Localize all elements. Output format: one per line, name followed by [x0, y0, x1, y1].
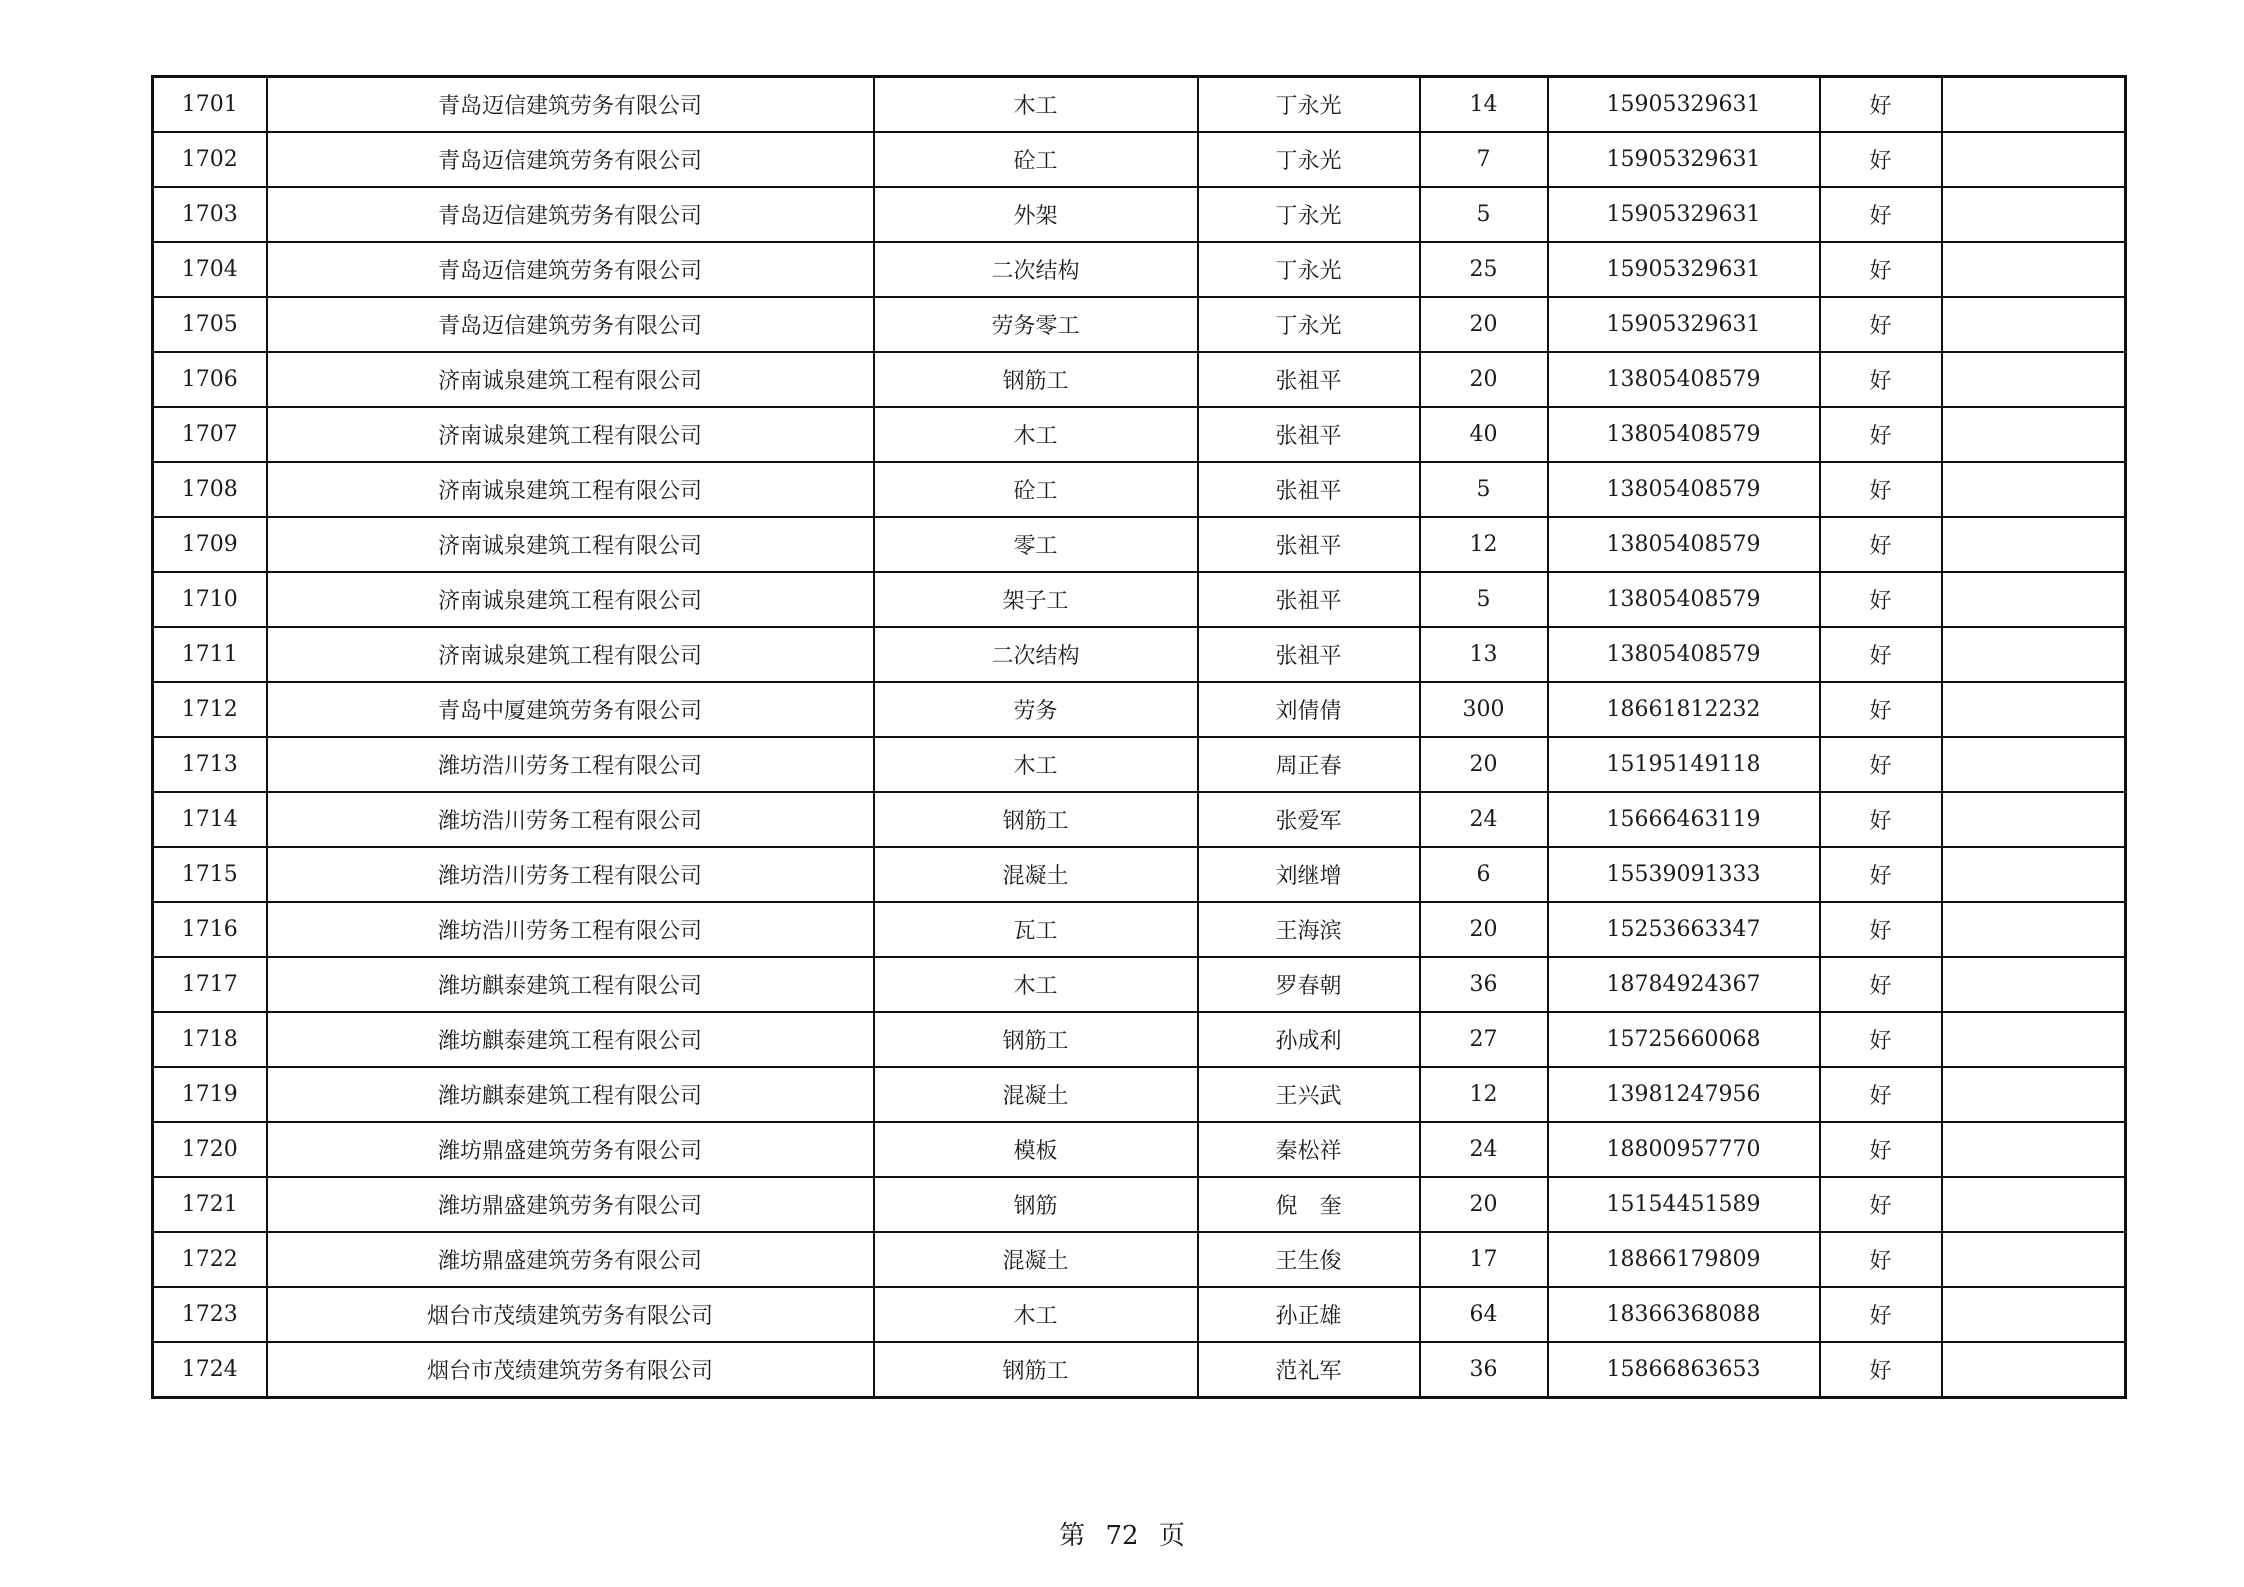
table-row [153, 132, 2126, 187]
worker-count-cell: 24 [1420, 1122, 1548, 1177]
row-number-cell: 1714 [153, 792, 267, 847]
remark-cell [1942, 297, 2126, 352]
row-number-cell: 1724 [153, 1342, 267, 1398]
table-row [153, 187, 2126, 242]
rating-cell: 好 [1820, 517, 1942, 572]
contact-person-cell: 张祖平 [1198, 462, 1420, 517]
remark-cell [1942, 1012, 2126, 1067]
trade-type-cell: 外架 [874, 187, 1198, 242]
contact-person-cell: 张祖平 [1198, 572, 1420, 627]
contractor-table [151, 75, 2127, 1399]
contact-person-cell: 张爱军 [1198, 792, 1420, 847]
contact-person-cell: 刘倩倩 [1198, 682, 1420, 737]
row-number-cell: 1706 [153, 352, 267, 407]
worker-count-cell: 17 [1420, 1232, 1548, 1287]
rating-cell: 好 [1820, 1232, 1942, 1287]
page-number [0, 1515, 2244, 1552]
worker-count-cell: 6 [1420, 847, 1548, 902]
worker-count-cell: 5 [1420, 187, 1548, 242]
remark-cell [1942, 792, 2126, 847]
row-number-cell: 1712 [153, 682, 267, 737]
table-row [153, 847, 2126, 902]
worker-count-cell: 20 [1420, 737, 1548, 792]
trade-type-cell: 木工 [874, 407, 1198, 462]
trade-type-cell: 劳务 [874, 682, 1198, 737]
rating-cell: 好 [1820, 737, 1942, 792]
row-number-cell: 1718 [153, 1012, 267, 1067]
phone-number-cell: 13805408579 [1548, 572, 1820, 627]
contact-person-cell: 孙成利 [1198, 1012, 1420, 1067]
trade-type-cell: 砼工 [874, 132, 1198, 187]
trade-type-cell: 零工 [874, 517, 1198, 572]
remark-cell [1942, 407, 2126, 462]
contact-person-cell: 秦松祥 [1198, 1122, 1420, 1177]
remark-cell [1942, 1122, 2126, 1177]
table-row [153, 627, 2126, 682]
company-name-cell: 潍坊鼎盛建筑劳务有限公司 [267, 1122, 874, 1177]
worker-count-cell: 36 [1420, 1342, 1548, 1398]
row-number-cell: 1719 [153, 1067, 267, 1122]
contact-person-cell: 丁永光 [1198, 297, 1420, 352]
phone-number-cell: 15725660068 [1548, 1012, 1820, 1067]
worker-count-cell: 5 [1420, 462, 1548, 517]
phone-number-cell: 15539091333 [1548, 847, 1820, 902]
company-name-cell: 青岛中厦建筑劳务有限公司 [267, 682, 874, 737]
table-row [153, 902, 2126, 957]
row-number-cell: 1710 [153, 572, 267, 627]
remark-cell [1942, 1287, 2126, 1342]
company-name-cell: 潍坊麒泰建筑工程有限公司 [267, 957, 874, 1012]
row-number-cell: 1708 [153, 462, 267, 517]
row-number-cell: 1705 [153, 297, 267, 352]
phone-number-cell: 13805408579 [1548, 462, 1820, 517]
company-name-cell: 济南诚泉建筑工程有限公司 [267, 517, 874, 572]
phone-number-cell: 15195149118 [1548, 737, 1820, 792]
rating-cell: 好 [1820, 1287, 1942, 1342]
phone-number-cell: 15666463119 [1548, 792, 1820, 847]
row-number-cell: 1711 [153, 627, 267, 682]
trade-type-cell: 二次结构 [874, 242, 1198, 297]
remark-cell [1942, 627, 2126, 682]
contact-person-cell: 刘继增 [1198, 847, 1420, 902]
row-number-cell: 1713 [153, 737, 267, 792]
table-row [153, 462, 2126, 517]
row-number-cell: 1703 [153, 187, 267, 242]
contact-person-cell: 张祖平 [1198, 627, 1420, 682]
remark-cell [1942, 77, 2126, 133]
company-name-cell: 济南诚泉建筑工程有限公司 [267, 407, 874, 462]
worker-count-cell: 300 [1420, 682, 1548, 737]
phone-number-cell: 13981247956 [1548, 1067, 1820, 1122]
trade-type-cell: 混凝土 [874, 1067, 1198, 1122]
rating-cell: 好 [1820, 242, 1942, 297]
table-row [153, 297, 2126, 352]
remark-cell [1942, 1177, 2126, 1232]
remark-cell [1942, 1232, 2126, 1287]
worker-count-cell: 20 [1420, 902, 1548, 957]
remark-cell [1942, 517, 2126, 572]
rating-cell: 好 [1820, 1122, 1942, 1177]
rating-cell: 好 [1820, 1012, 1942, 1067]
company-name-cell: 青岛迈信建筑劳务有限公司 [267, 77, 874, 133]
remark-cell [1942, 902, 2126, 957]
worker-count-cell: 12 [1420, 1067, 1548, 1122]
row-number-cell: 1709 [153, 517, 267, 572]
row-number-cell: 1707 [153, 407, 267, 462]
remark-cell [1942, 462, 2126, 517]
phone-number-cell: 15154451589 [1548, 1177, 1820, 1232]
phone-number-cell: 18866179809 [1548, 1232, 1820, 1287]
table-row [153, 957, 2126, 1012]
company-name-cell: 济南诚泉建筑工程有限公司 [267, 462, 874, 517]
company-name-cell: 烟台市茂绩建筑劳务有限公司 [267, 1287, 874, 1342]
table-row [153, 1012, 2126, 1067]
row-number-cell: 1716 [153, 902, 267, 957]
worker-count-cell: 14 [1420, 77, 1548, 133]
contact-person-cell: 张祖平 [1198, 407, 1420, 462]
remark-cell [1942, 737, 2126, 792]
phone-number-cell: 15905329631 [1548, 187, 1820, 242]
row-number-cell: 1717 [153, 957, 267, 1012]
trade-type-cell: 钢筋工 [874, 1012, 1198, 1067]
trade-type-cell: 架子工 [874, 572, 1198, 627]
trade-type-cell: 劳务零工 [874, 297, 1198, 352]
phone-number-cell: 13805408579 [1548, 517, 1820, 572]
phone-number-cell: 15253663347 [1548, 902, 1820, 957]
company-name-cell: 潍坊麒泰建筑工程有限公司 [267, 1067, 874, 1122]
company-name-cell: 青岛迈信建筑劳务有限公司 [267, 187, 874, 242]
table-row [153, 77, 2126, 133]
phone-number-cell: 13805408579 [1548, 407, 1820, 462]
phone-number-cell: 15905329631 [1548, 77, 1820, 133]
trade-type-cell: 混凝土 [874, 1232, 1198, 1287]
rating-cell: 好 [1820, 187, 1942, 242]
trade-type-cell: 钢筋工 [874, 792, 1198, 847]
worker-count-cell: 64 [1420, 1287, 1548, 1342]
company-name-cell: 青岛迈信建筑劳务有限公司 [267, 242, 874, 297]
contact-person-cell: 张祖平 [1198, 517, 1420, 572]
trade-type-cell: 模板 [874, 1122, 1198, 1177]
contact-person-cell: 丁永光 [1198, 242, 1420, 297]
phone-number-cell: 18661812232 [1548, 682, 1820, 737]
phone-number-cell: 15905329631 [1548, 297, 1820, 352]
row-number-cell: 1722 [153, 1232, 267, 1287]
worker-count-cell: 20 [1420, 1177, 1548, 1232]
page-number-suffix: 页 [1158, 1521, 1185, 1551]
trade-type-cell: 木工 [874, 1287, 1198, 1342]
table-row [153, 352, 2126, 407]
remark-cell [1942, 242, 2126, 297]
rating-cell: 好 [1820, 352, 1942, 407]
table-row [153, 1287, 2126, 1342]
contact-person-cell: 倪 奎 [1198, 1177, 1420, 1232]
table-row [153, 1067, 2126, 1122]
table-row [153, 1342, 2126, 1398]
contact-person-cell: 丁永光 [1198, 77, 1420, 133]
contact-person-cell: 王生俊 [1198, 1232, 1420, 1287]
trade-type-cell: 瓦工 [874, 902, 1198, 957]
rating-cell: 好 [1820, 132, 1942, 187]
trade-type-cell: 木工 [874, 77, 1198, 133]
worker-count-cell: 36 [1420, 957, 1548, 1012]
table-row [153, 407, 2126, 462]
table-row [153, 1232, 2126, 1287]
contact-person-cell: 周正春 [1198, 737, 1420, 792]
table-row [153, 572, 2126, 627]
contact-person-cell: 张祖平 [1198, 352, 1420, 407]
company-name-cell: 济南诚泉建筑工程有限公司 [267, 352, 874, 407]
trade-type-cell: 钢筋 [874, 1177, 1198, 1232]
rating-cell: 好 [1820, 407, 1942, 462]
row-number-cell: 1704 [153, 242, 267, 297]
row-number-cell: 1702 [153, 132, 267, 187]
table-body [153, 77, 2126, 1398]
page-number-prefix: 第 [1059, 1521, 1086, 1551]
page-number-value: 72 [1105, 1521, 1139, 1551]
company-name-cell: 青岛迈信建筑劳务有限公司 [267, 297, 874, 352]
company-name-cell: 烟台市茂绩建筑劳务有限公司 [267, 1342, 874, 1398]
worker-count-cell: 24 [1420, 792, 1548, 847]
contact-person-cell: 罗春朝 [1198, 957, 1420, 1012]
trade-type-cell: 混凝土 [874, 847, 1198, 902]
phone-number-cell: 13805408579 [1548, 352, 1820, 407]
rating-cell: 好 [1820, 1177, 1942, 1232]
phone-number-cell: 15866863653 [1548, 1342, 1820, 1398]
remark-cell [1942, 1067, 2126, 1122]
company-name-cell: 潍坊麒泰建筑工程有限公司 [267, 1012, 874, 1067]
remark-cell [1942, 132, 2126, 187]
trade-type-cell: 砼工 [874, 462, 1198, 517]
remark-cell [1942, 187, 2126, 242]
remark-cell [1942, 847, 2126, 902]
row-number-cell: 1721 [153, 1177, 267, 1232]
phone-number-cell: 15905329631 [1548, 242, 1820, 297]
contact-person-cell: 王兴武 [1198, 1067, 1420, 1122]
phone-number-cell: 18366368088 [1548, 1287, 1820, 1342]
worker-count-cell: 20 [1420, 297, 1548, 352]
rating-cell: 好 [1820, 682, 1942, 737]
worker-count-cell: 12 [1420, 517, 1548, 572]
table-row [153, 682, 2126, 737]
table-row [153, 517, 2126, 572]
rating-cell: 好 [1820, 792, 1942, 847]
trade-type-cell: 钢筋工 [874, 1342, 1198, 1398]
table-row [153, 1177, 2126, 1232]
rating-cell: 好 [1820, 1342, 1942, 1398]
trade-type-cell: 木工 [874, 737, 1198, 792]
trade-type-cell: 二次结构 [874, 627, 1198, 682]
worker-count-cell: 25 [1420, 242, 1548, 297]
rating-cell: 好 [1820, 627, 1942, 682]
phone-number-cell: 15905329631 [1548, 132, 1820, 187]
row-number-cell: 1723 [153, 1287, 267, 1342]
contact-person-cell: 丁永光 [1198, 187, 1420, 242]
rating-cell: 好 [1820, 957, 1942, 1012]
remark-cell [1942, 1342, 2126, 1398]
trade-type-cell: 钢筋工 [874, 352, 1198, 407]
phone-number-cell: 18800957770 [1548, 1122, 1820, 1177]
table-row [153, 1122, 2126, 1177]
row-number-cell: 1720 [153, 1122, 267, 1177]
company-name-cell: 潍坊浩川劳务工程有限公司 [267, 737, 874, 792]
remark-cell [1942, 352, 2126, 407]
remark-cell [1942, 682, 2126, 737]
rating-cell: 好 [1820, 1067, 1942, 1122]
table-row [153, 242, 2126, 297]
company-name-cell: 潍坊浩川劳务工程有限公司 [267, 847, 874, 902]
worker-count-cell: 27 [1420, 1012, 1548, 1067]
row-number-cell: 1701 [153, 77, 267, 133]
rating-cell: 好 [1820, 572, 1942, 627]
rating-cell: 好 [1820, 847, 1942, 902]
rating-cell: 好 [1820, 297, 1942, 352]
row-number-cell: 1715 [153, 847, 267, 902]
company-name-cell: 青岛迈信建筑劳务有限公司 [267, 132, 874, 187]
rating-cell: 好 [1820, 77, 1942, 133]
company-name-cell: 济南诚泉建筑工程有限公司 [267, 572, 874, 627]
table-row [153, 792, 2126, 847]
contact-person-cell: 王海滨 [1198, 902, 1420, 957]
company-name-cell: 潍坊鼎盛建筑劳务有限公司 [267, 1177, 874, 1232]
company-name-cell: 潍坊鼎盛建筑劳务有限公司 [267, 1232, 874, 1287]
company-name-cell: 潍坊浩川劳务工程有限公司 [267, 902, 874, 957]
rating-cell: 好 [1820, 462, 1942, 517]
worker-count-cell: 40 [1420, 407, 1548, 462]
worker-count-cell: 7 [1420, 132, 1548, 187]
worker-count-cell: 20 [1420, 352, 1548, 407]
contact-person-cell: 孙正雄 [1198, 1287, 1420, 1342]
table-row [153, 737, 2126, 792]
remark-cell [1942, 957, 2126, 1012]
worker-count-cell: 5 [1420, 572, 1548, 627]
phone-number-cell: 18784924367 [1548, 957, 1820, 1012]
company-name-cell: 潍坊浩川劳务工程有限公司 [267, 792, 874, 847]
remark-cell [1942, 572, 2126, 627]
rating-cell: 好 [1820, 902, 1942, 957]
contact-person-cell: 范礼军 [1198, 1342, 1420, 1398]
trade-type-cell: 木工 [874, 957, 1198, 1012]
phone-number-cell: 13805408579 [1548, 627, 1820, 682]
company-name-cell: 济南诚泉建筑工程有限公司 [267, 627, 874, 682]
contact-person-cell: 丁永光 [1198, 132, 1420, 187]
worker-count-cell: 13 [1420, 627, 1548, 682]
